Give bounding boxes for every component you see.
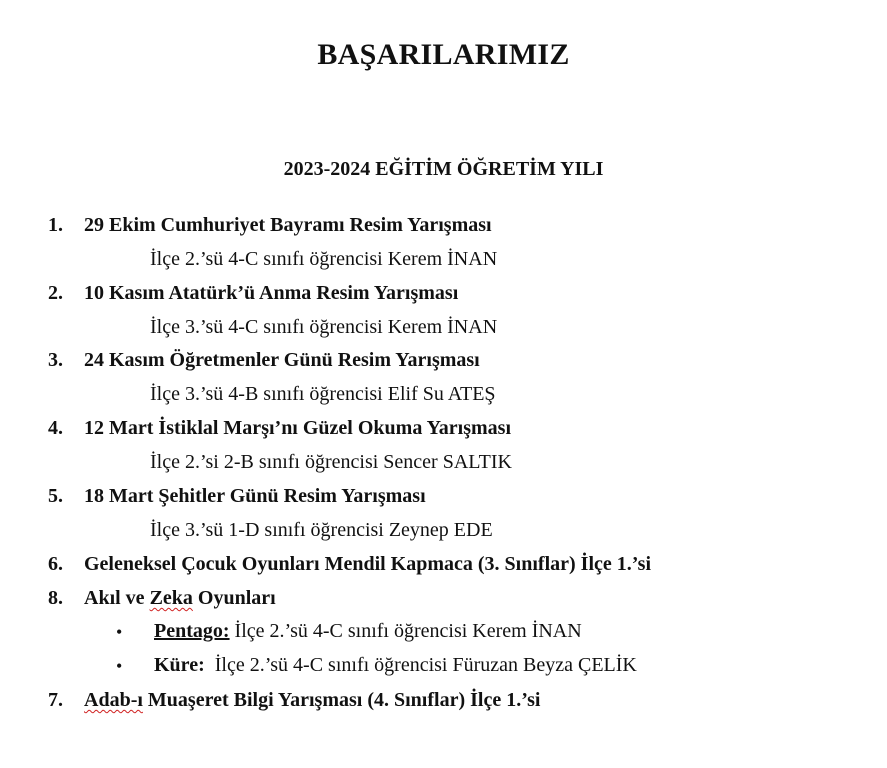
item-detail: İlçe 3.’sü 1-D sınıfı öğrencisi Zeynep EDE [150,519,493,541]
item-title: 10 Kasım Atatürk’ü Anma Resim Yarışması [84,282,459,304]
item-title [84,587,276,610]
item-number: 1. [48,214,63,236]
item-title: 29 Ekim Cumhuriyet Bayramı Resim Yarışması [84,214,492,236]
item-detail: İlçe 3.’sü 4-C sınıfı öğrencisi Kerem İNAN [150,316,498,338]
subitem-text: İlçe 2.’sü 4-C sınıfı öğrencisi Kerem İNAN [229,620,582,642]
academic-year-heading: 2023-2024 EĞİTİM ÖĞRETİM YILI [283,158,604,180]
item-number: 3. [48,349,63,371]
page-title: BAŞARILARIMIZ [317,38,570,71]
item-number: 5. [48,485,63,507]
subitem [154,620,582,643]
item-title-part: Adab-ı [84,689,143,711]
item-number: 4. [48,417,63,439]
item-title: 12 Mart İstiklal Marşı’nı Güzel Okuma Yarışması [84,417,512,439]
item-number: 2. [48,282,63,304]
subitem [154,654,637,677]
item-detail: İlçe 2.’sü 4-C sınıfı öğrencisi Kerem İNAN [150,248,498,270]
item-title: 24 Kasım Öğretmenler Günü Resim Yarışması [84,349,480,371]
item-title-part: Muaşeret Bilgi Yarışması (4. Sınıflar) İlçe 1.’si [142,689,541,711]
item-number: 7. [48,689,63,711]
bullet-icon: • [116,656,123,676]
bullet-icon: • [116,622,123,642]
item-title-part: Oyunları [192,587,276,609]
item-number: 6. [48,553,63,575]
item-title: Geleneksel Çocuk Oyunları Mendil Kapmaca (3. Sınıflar) İlçe 1.’si [84,553,652,575]
item-detail: İlçe 2.’si 2-B sınıfı öğrencisi Sencer SALTIK [150,451,512,473]
item-number: 8. [48,587,63,609]
item-title-part: Akıl ve [84,587,150,609]
item-title: 18 Mart Şehitler Günü Resim Yarışması [84,485,426,507]
item-title [84,689,540,712]
subitem-text: İlçe 2.’sü 4-C sınıfı öğrencisi Füruzan Beyza ÇELİK [204,654,637,676]
item-detail: İlçe 3.’sü 4-B sınıfı öğrencisi Elif Su ATEŞ [150,383,496,405]
subitem-label: Pentago: [154,620,230,642]
subitem-label: Küre: [154,654,205,676]
item-title-part: Zeka [149,587,193,609]
